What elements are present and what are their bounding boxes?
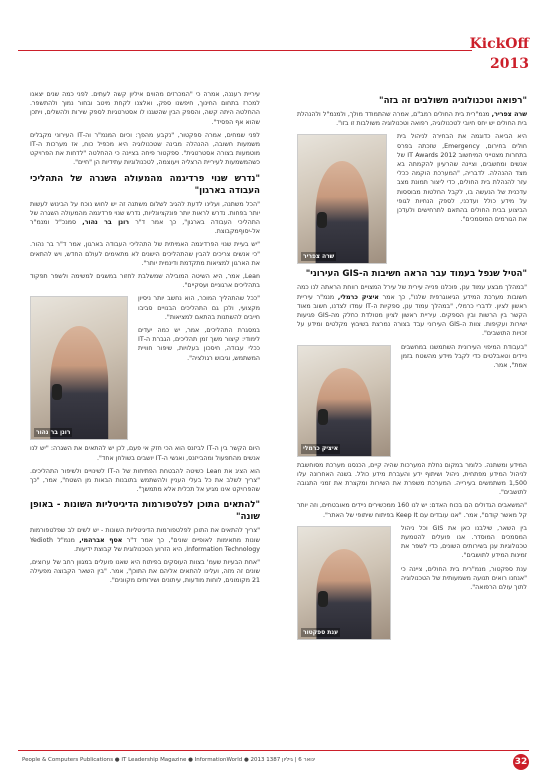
paragraph: בין השאר, שילבנו כאן את GIS וכל ניהול המסמכים המוסדר. אנו פועלים להטמעת טכנולוגיות ענן בשירותים השונים, כדי לשפר את זמינות המידע לתושבים". [401,524,527,560]
paragraph [297,110,527,128]
portrait-photo [30,296,128,440]
byline: אסף אברהמי, [79,536,123,544]
paragraph: Lean, אמר, היא השיטה המובילה שמשלבת לחזור במשגים למשימה ולשפר תפקוד בתהליכים ארגוניים ועסקיים". [30,273,260,290]
paragraph-text: סמנכ"ל ומנמ"ר אל-יסוףמקבוצת. [30,219,260,236]
header-rule [18,50,472,51]
microphone-icon [317,212,327,228]
paragraph: לפני שמחים, אמרה ספקטור, "נקבע מהפך: וכיום המנמ"ר וה-IT העירוני מקבלים משמעות חשובה, ההנהלה מבינה שטכנולוגיה היא מכפיל כוח, אז מערכות ה-IT מוטמעות בצורה אסטרטגית". ספקטור פיחה בציינה כי ההחלטה "לדחות את הפרויקט כשהמשמעות לעיריית הרצליה ויעוצמה, לטכנולוגיות עתידיות הן "חיים". [30,131,261,167]
paragraph: "יש בעיית שנוי הפרדיגמה האמיתית של התהליכי העבודה בארגון, אמר ד"ר בר נהור. "כי אנשים צריכים להבין שהתהליכים הישנים לא מתאימים לעולם החדש, ויש להתאים את הארגון למציאות מתקדמת ודינמית יותר". [30,241,260,267]
page-number: 32 [513,754,529,770]
right-column [297,90,527,644]
paragraph: היום הקשר בין ה-IT לביזנס הוא הכי חזק אי פעם, לכן יש להתאים את השגרה: "יש לנו אנשים מהתפעול ומהבייזנס, ואנשי ה-IT יושבים בשולחן אחד". [30,445,260,462]
photo-caption: שרה צפריר [303,253,335,261]
paragraph: "אחת הבעיות שעמ' בצוות העוסקים בפיתוח היא שאנו פועלים במגוון רחב של ערוצים, שונים זה מזה, ועלינו להתאים אליהם את התוכן", אמר. "בין השאר הקבוצה מפעילה 21 מקומונים, לוחות מודעות, עיתונים ושירותים מקוונים". [30,559,260,585]
paragraph: במסגרת התהליכים, אמר, יש כמה יעדים לימודי: קיצור משך זמן תהליכים, הגברת ה-IT ככלי עבודה, חיסכון בעלויות, שיפור חוויית המשתמש, וגיבוש רגולציה". [138,327,260,362]
footer-rule [18,750,529,751]
paragraph-text: מנמ"רית בית החולים רמב"ם, אמרה שהתמודד מולך, ולמנמ"ל ולהנהלת בית החולים יש יחס חיובי לטכנולוגיה, רפואה וטכנולוגיה משולבות זו בזו". [297,111,527,128]
byline: איציק כרמלי, [337,293,379,301]
left-column [30,90,260,590]
photo-caption: ענת ספקטור [303,628,339,636]
portrait-photo [297,345,391,457]
paragraph-text: מנמ"ר עיריית ראשון לציון. לדברי כרמלי, "במהלך עמוד ענן, ספקיות ה-IT עמדו לצדנו, חשוב מאוד הקשר בין הרשות ובין הספקים. עיריית ראשון לציון מטולדת כחלק מה-GIS פגיעות ישירות ועקיפות. צוות ה-GIS העירוני עבד בצורה נמרצת בשיבוץ מקלטים ומידע על זכויות התושבים". [297,293,527,338]
paragraph: "המשאבים הגדולים הם בכוח האדם: יש לנו 160 ממכשירים ניידים מאובטחים, וזה יותר קל מאשר קודם", אמר. "אנו עובדים עם Keep It בפיתוח שיתופי של האתר". [297,502,528,519]
portrait-photo [297,134,387,264]
microphone-icon [52,384,62,400]
paragraph [30,200,260,237]
article-heading: "נדרש שנוי פרדיגמה מהמעולה השגרה של התהליכי העבודה בארגון" [30,173,260,196]
footer-publication-info: People & Computers Publications ● IT Leadership Magazine ● InformationWorld ● 2013 ינואר 6 | גיליון 1387 [22,757,316,763]
paragraph-text: "הכל משתנה, ועלינו לדעת להגיב לשלום משתנה זה יש לחוש נוכח על הבינוש לעשות יותר בפחות. נדרש לראות יותר פונקציונליות, נדרש שנוי פרדיגמה מהמעולה השגרה של התהליכי העבודה בארגון", כך אמר ד"ר [30,200,260,227]
byline: רונן בר נהור, [82,219,130,227]
paragraph-text: "במהלך מבצע עמוד ענן, פוכלנו פנייה עירית של עירל המצויים רווחת הראתה לנו כמה חשובות מערכת המידע הגיאוגרפית שלנו", כך אמר [297,284,528,301]
microphone-icon [318,409,328,425]
person-figure [50,326,108,440]
paragraph-text: מנמ"ל Yedioth Information Technology, היא הזרוע הטכנולוגית של קבוצת ידיעות. [30,536,260,553]
article-heading: "להתאים התוכן לפלטפורמות הדיגיטליות השונות - באופן שונה" [30,500,260,523]
section-kicker: KickOff 2013 [469,36,529,72]
paragraph: "בעבודת המיפוי העירונית השתמשנו במחשבים ניידים וטאבלטים כדי לקבל מידע מהשטח בזמן אמת", אמר. [401,343,527,370]
paragraph: עיריית רעננה, אמרה כי "המכרזים מהווים איליון קשה לעתים. לפני כמה שנים יצאנו למכרז בתחום החינוך, חיפשנו ספק, ואלצנו לקחת מיטב ובחור נמוך ולהתשפר. ההחלטה היתה קשה, והספק הבין שהשגנו לו אסטרטגיות לספק שירות ולהשלים, ויתכן שהוא אף הפסיד". [30,91,260,126]
article-heading: "הטיל שנפל בעמוד עבר הראה חשיבות ה-GIS העירוני" [305,269,527,280]
byline: שרה צפריר, [491,111,527,118]
paragraph: המידע ומשתנה. כלומר במקום נחלת המערכות שהיה קיים, הכנסנו מערכת מסוחשבת לניהול המידע מפתחית, ניהול ושיתוף ידע והעברת מידע כולל. בשנה האחרונה עלו 1,500 משתמשים בעירייה. המערכת משפרת את השירות ומקצרת את זמני התגובה לתושבים". [297,461,527,497]
page-header [0,0,547,72]
page-footer [0,750,547,768]
paragraph: הוא הציג את Lean כשיטה להבטחת הפתיחות של ה-IT לשינויים ולשיפור התהליכים. "צריך לשלב את כל בעלי העניין ולהשתמש בתובנות הבאות מן השטח", אמר, "כך שהפרויקט אינו מגיע אל תכלית אלא מתמשך". [30,467,261,494]
portrait-photo [297,526,391,640]
paragraph: היא הביאה כדוגמה את הבחירה לניהול בית חולים בחירום, Emergency, שזכתה בפרס בתחרות מצטייני המיחשוב IT Awards 2012 של אנשים ומחשבים, וציינה שהרעיון להקמתה בא מצד ההנהלה. לדבריה, "המערכת הוקמה ככלי עזר להנהלת בית החולים, כדי ליצור תמונת מצב עדכנית של הנעשה בו, לקבל החלטות מבוססות על מידע כולל ועדכני, לספק הנחיות לגופי הביצוע בבית החולים בהתאם לתרחישים ולעדכן את הגורמים המוסמכים". [397,133,527,224]
article-heading: "רפואה וטכנולוגיה משולבים זה בזה" [379,96,527,106]
photo-caption: רונן בר נהור [36,429,71,437]
microphone-icon [318,591,328,607]
paragraph: ענת ספקטור, מנמ"רית בית החולים, ציינה כי "אנחנו רואים תנועה משמעותית של הטכנולוגיה לתוך עולם הרפואה". [401,565,527,592]
paragraph [297,283,527,338]
paragraph-text: "צריך להתאים את התוכן לפלטפורמות הדיגיטליות השונות - יש לשים לב שפלטפורמות שונות מתאימות לאופיים שונים", כך אמר ד"ר [30,527,260,544]
paragraph: "ככל שהתהליך המוכר, הוא נחשב יותר ניסיון מקצועי, ולכן גם התהליכים הבנויים סביבו חייבים להשתנות בהתאם למציאות". [138,295,260,321]
paragraph [30,526,260,554]
photo-caption: איציק כרמלי [303,445,339,453]
